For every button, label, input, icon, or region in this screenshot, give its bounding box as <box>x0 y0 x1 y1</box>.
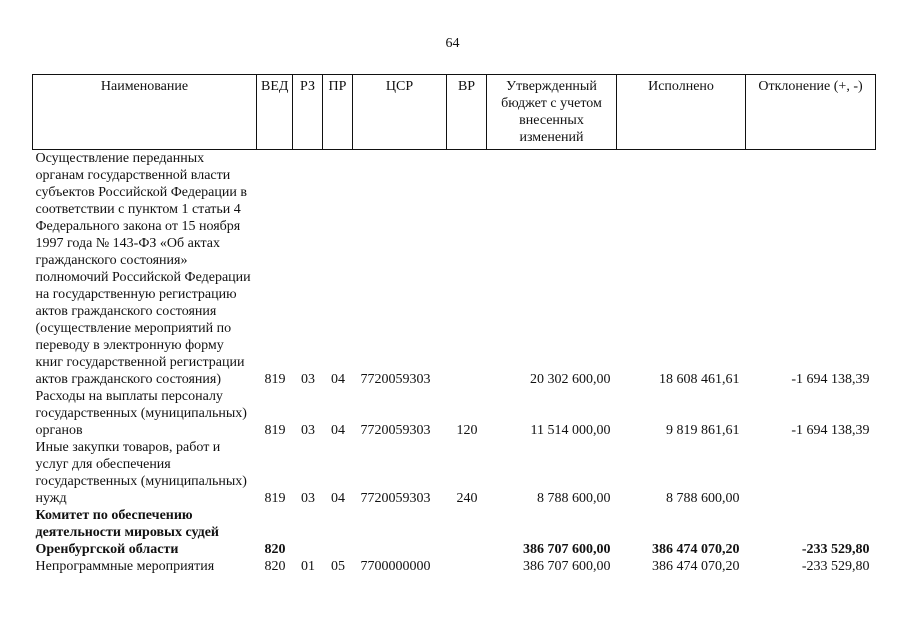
cell-pr: 05 <box>331 559 345 574</box>
header-name: Наименование <box>33 75 257 150</box>
cell-ved: 819 <box>264 423 286 438</box>
header-executed: Исполнено <box>617 75 746 150</box>
cell-executed: 386 474 070,20 <box>652 559 740 574</box>
cell-deviation: -233 529,80 <box>801 559 870 574</box>
header-pr: ПР <box>323 75 353 150</box>
cell-csr: 7720059303 <box>360 372 431 387</box>
cell-executed: 386 474 070,20 <box>652 542 740 557</box>
budget-table <box>32 74 876 575</box>
cell-budget: 386 707 600,00 <box>523 559 611 574</box>
cell-budget: 386 707 600,00 <box>523 542 611 557</box>
cell-deviation: -233 529,80 <box>801 542 870 557</box>
table-row <box>33 507 876 558</box>
cell-vr <box>447 558 487 575</box>
cell-executed: 9 819 861,61 <box>666 423 740 438</box>
table-row <box>33 439 876 507</box>
header-rz: РЗ <box>293 75 323 150</box>
header-row <box>33 75 876 150</box>
cell-name: Осуществление переданных органам государственной власти субъектов Российской Федерации в соответствии с пунктом 1 статьи 4 Федерального закона от 15 ноября 1997 года № 143-ФЗ «Об актах гражданского состояния» полномочий Российской Федерации на государственную регистрацию актов гражданского состояния (осуществление мероприятий по переводу в электронную форму книг государственной регистрации актов гражданского состояния) <box>35 151 251 387</box>
cell-vr <box>447 507 487 558</box>
cell-rz: 03 <box>301 372 315 387</box>
header-budget: Утвержденный бюджет с учетом внесенных изменений <box>487 75 617 150</box>
cell-budget: 8 788 600,00 <box>537 491 611 506</box>
cell-name: Комитет по обеспечению деятельности мировых судей Оренбургской области <box>35 508 219 557</box>
cell-csr <box>353 507 447 558</box>
cell-vr <box>447 150 487 389</box>
cell-ved: 820 <box>264 559 286 574</box>
cell-csr: 7720059303 <box>360 491 431 506</box>
table-row <box>33 388 876 439</box>
cell-rz <box>293 507 323 558</box>
cell-name: Иные закупки товаров, работ и услуг для обеспечения государственных (муниципальных) нужд <box>35 440 247 506</box>
cell-executed: 18 608 461,61 <box>659 372 740 387</box>
table-body <box>33 150 876 576</box>
cell-csr: 7700000000 <box>360 559 431 574</box>
header-deviation: Отклонение (+, -) <box>746 75 876 150</box>
table-header <box>33 75 876 150</box>
cell-pr: 04 <box>331 372 345 387</box>
cell-executed: 8 788 600,00 <box>666 491 740 506</box>
cell-rz: 03 <box>301 491 315 506</box>
cell-vr: 240 <box>456 491 478 506</box>
table-row <box>33 150 876 389</box>
page-number: 64 <box>445 36 460 51</box>
cell-rz: 03 <box>301 423 315 438</box>
cell-deviation <box>746 439 876 507</box>
table-row <box>33 558 876 575</box>
cell-pr: 04 <box>331 423 345 438</box>
cell-ved: 819 <box>264 491 286 506</box>
header-ved: ВЕД <box>257 75 293 150</box>
cell-vr: 120 <box>456 423 478 438</box>
cell-deviation: -1 694 138,39 <box>791 372 870 387</box>
cell-name: Расходы на выплаты персоналу государственных (муниципальных) органов <box>35 389 247 438</box>
cell-pr: 04 <box>331 491 345 506</box>
cell-budget: 11 514 000,00 <box>530 423 611 438</box>
cell-budget: 20 302 600,00 <box>530 372 611 387</box>
cell-ved: 820 <box>264 542 286 557</box>
cell-name: Непрограммные мероприятия <box>35 559 215 574</box>
header-vr: ВР <box>447 75 487 150</box>
cell-csr: 7720059303 <box>360 423 431 438</box>
cell-ved: 819 <box>264 372 286 387</box>
cell-deviation: -1 694 138,39 <box>791 423 870 438</box>
cell-pr <box>323 507 353 558</box>
header-csr: ЦСР <box>353 75 447 150</box>
cell-rz: 01 <box>301 559 315 574</box>
